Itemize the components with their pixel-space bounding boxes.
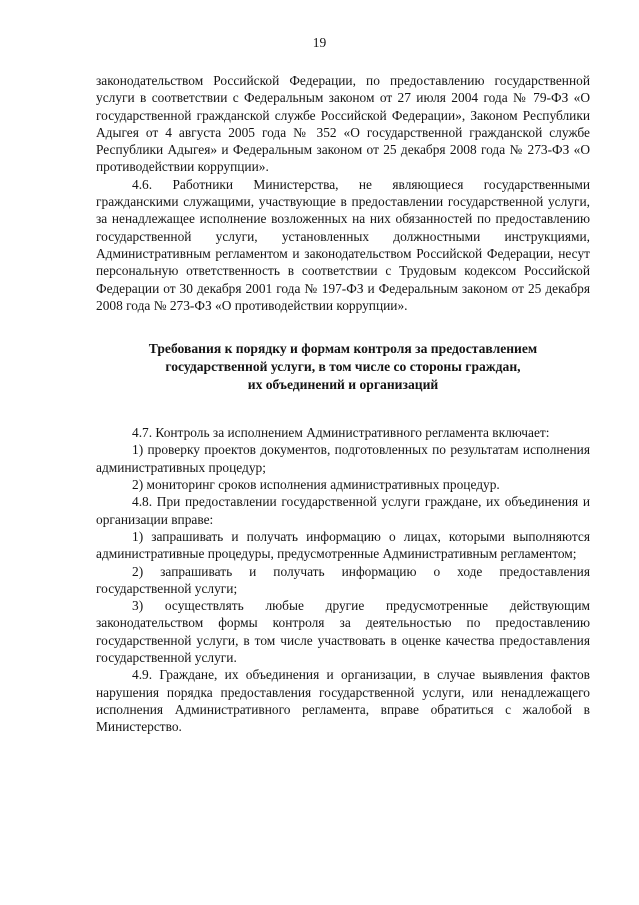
section-heading-line-2: государственной услуги, в том числе со стороны граждан, xyxy=(165,359,521,375)
list-item-4-7-1: 1) проверку проектов документов, подготовленных по результатам исполнения административных процедур; xyxy=(96,442,590,475)
paragraph-legislation-continued: законодательством Российской Федерации, по предоставлению государственной услуги в соответствии с Федеральным законом от 27 июля 2004 года № 79-ФЗ «О государственной гражданской службе Российской Федерации», Законом Республики Адыгея от 4 августа 2005 года № 352 «О государственной гражданской службе Республики Адыгея» и Федеральным законом от 25 декабря 2008 года № 273-ФЗ «О противодействии коррупции». xyxy=(96,73,590,175)
paragraph-4-8: 4.8. При предоставлении государственной услуги граждане, их объединения и организации вправе: xyxy=(96,494,590,527)
document-body xyxy=(96,72,590,736)
section-heading xyxy=(96,340,590,394)
section-heading-line-3: их объединений и организаций xyxy=(247,377,439,393)
section-heading-line-1: Требования к порядку и формам контроля за предоставлением xyxy=(148,341,538,357)
paragraph-4-9: 4.9. Граждане, их объединения и организации, в случае выявления фактов нарушения порядка предоставления государственной услуги, или ненадлежащего исполнения Административного регламента, вправе обратиться с жалобой в Министерство. xyxy=(96,667,590,735)
list-item-4-8-3: 3) осуществлять любые другие предусмотренные действующим законодательством формы контроля за деятельностью по предоставлению государственной услуги, в том числе участвовать в оценке качества предоставления государственной услуги. xyxy=(96,598,590,666)
list-item-4-8-2: 2) запрашивать и получать информацию о ходе предоставления государственной услуги; xyxy=(96,563,590,596)
list-item-4-8-1: 1) запрашивать и получать информацию о лицах, которыми выполняются административные процедуры, предусмотренные Административным регламентом; xyxy=(96,528,590,562)
list-item-4-7-2: 2) мониторинг сроков исполнения административных процедур. xyxy=(132,477,500,493)
paragraph-4-6: 4.6. Работники Министерства, не являющиеся государственными гражданскими служащими, участвующие в предоставлении государственной услуги, за ненадлежащее исполнение возложенных на них обязанностей по предоставлению государственной услуги, установленных должностными инструкциями, Административным регламентом и законодательством Российской Федерации, несут персональную ответственность в соответствии с Трудовым кодексом Российской Федерации от 30 декабря 2001 года № 197-ФЗ и Федеральным законом от 25 декабря 2008 года № 273-ФЗ «О противодействии коррупции». xyxy=(96,176,590,313)
paragraph-4-7: 4.7. Контроль за исполнением Административного регламента включает: xyxy=(132,425,550,441)
page-number: 19 xyxy=(312,35,327,50)
